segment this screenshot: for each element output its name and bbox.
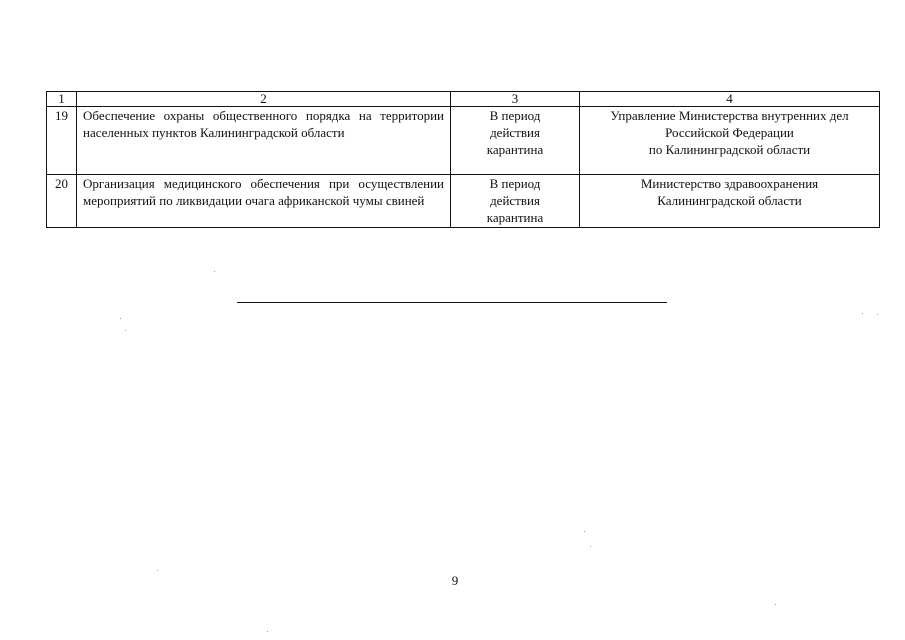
- period-line: В период: [489, 176, 541, 191]
- scan-speck: [862, 313, 863, 314]
- period-line: карантина: [486, 210, 544, 225]
- header-col-2: 2: [77, 92, 451, 107]
- page-number: 9: [451, 573, 459, 588]
- responsible-party: [580, 107, 880, 175]
- scan-speck: [877, 314, 878, 315]
- row-number: 20: [47, 175, 77, 228]
- row-number: 19: [47, 107, 77, 175]
- table-header-row: [47, 92, 880, 107]
- responsible-line: Калининградской области: [657, 193, 802, 208]
- responsible-party: [580, 175, 880, 228]
- scan-speck: [775, 604, 776, 605]
- scan-speck: [590, 546, 591, 547]
- separator-line: [237, 302, 667, 303]
- measure-description: Обеспечение охраны общественного порядка на территории населенных пунктов Калининградской области: [77, 107, 451, 175]
- scan-speck: [214, 271, 215, 272]
- responsible-line: по Калининградской области: [648, 142, 811, 157]
- measure-period: [451, 175, 580, 228]
- header-col-4: 4: [580, 92, 880, 107]
- responsible-line: Управление Министерства внутренних дел: [610, 108, 849, 123]
- period-line: карантина: [486, 142, 544, 157]
- scan-speck: [125, 330, 126, 331]
- scan-speck: [120, 318, 121, 319]
- measure-period: [451, 107, 580, 175]
- header-col-3: 3: [451, 92, 580, 107]
- period-line: действия: [490, 193, 540, 208]
- period-line: В период: [489, 108, 541, 123]
- header-col-1: 1: [47, 92, 77, 107]
- scan-speck: [584, 531, 585, 532]
- period-line: действия: [490, 125, 540, 140]
- measures-table: [46, 91, 880, 228]
- measure-description: Организация медицинского обеспечения при осуществлении мероприятий по ликвидации очага африканской чумы свиней: [77, 175, 451, 228]
- table-row: [47, 107, 880, 175]
- responsible-line: Министерство здравоохранения: [640, 176, 819, 191]
- table-row: [47, 175, 880, 228]
- scan-speck: [267, 631, 268, 632]
- responsible-line: Российской Федерации: [665, 125, 794, 140]
- scan-speck: [157, 570, 158, 571]
